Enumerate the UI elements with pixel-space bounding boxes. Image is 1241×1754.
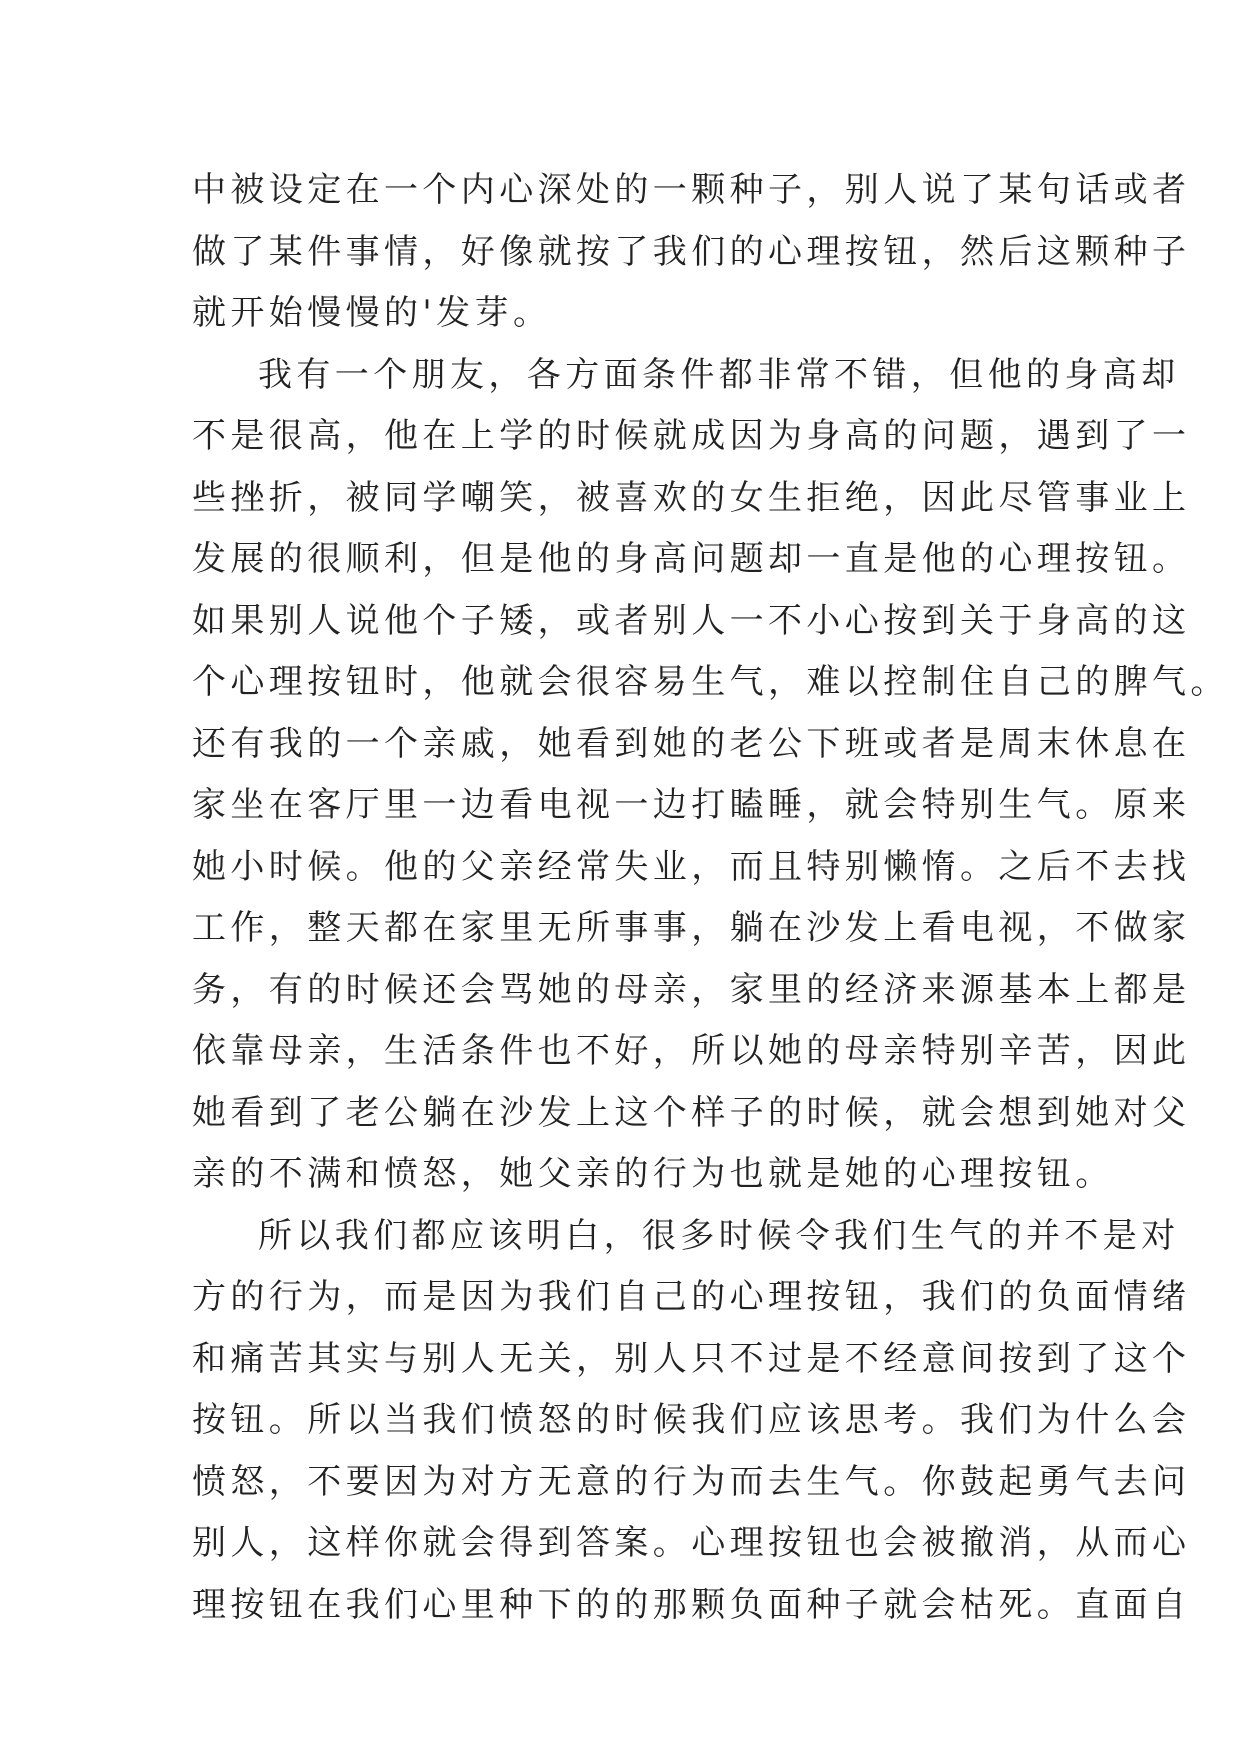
text-line: 亲的不满和愤怒，她父亲的行为也就是她的心理按钮。	[192, 1154, 1114, 1194]
text-line: 她看到了老公躺在沙发上这个样子的时候，就会想到她对父	[192, 1092, 1191, 1133]
text-line: 愤怒，不要因为对方无意的行为而去生气。你鼓起勇气去问	[192, 1461, 1191, 1502]
text-line: 她小时候。他的父亲经常失业，而且特别懒惰。之后不去找	[192, 846, 1191, 887]
paragraph-first-line: 我有一个朋友，各方面条件都非常不错，但他的身高却	[258, 354, 1180, 395]
text-line: 做了某件事情，好像就按了我们的心理按钮，然后这颗种子	[192, 231, 1191, 272]
text-line: 按钮。所以当我们愤怒的时候我们应该思考。我们为什么会	[192, 1400, 1191, 1440]
text-line: 就开始慢慢的'发芽。	[192, 293, 552, 333]
text-line: 发展的很顺利，但是他的身高问题却一直是他的心理按钮。	[192, 539, 1191, 579]
text-line: 家坐在客厅里一边看电视一边打瞌睡，就会特别生气。原来	[192, 785, 1191, 825]
text-line: 工作，整天都在家里无所事事，躺在沙发上看电视，不做家	[192, 908, 1191, 948]
text-line: 个心理按钮时，他就会很容易生气，难以控制住自己的脾气。	[192, 662, 1229, 702]
text-line: 中被设定在一个内心深处的一颗种子，别人说了某句话或者	[192, 170, 1191, 210]
text-line: 还有我的一个亲戚，她看到她的老公下班或者是周末休息在	[192, 723, 1191, 764]
text-line: 些挫折，被同学嘲笑，被喜欢的女生拒绝，因此尽管事业上	[192, 477, 1191, 518]
text-line: 方的行为，而是因为我们自己的心理按钮，我们的负面情绪	[192, 1277, 1191, 1317]
text-line: 别人，这样你就会得到答案。心理按钮也会被撤消，从而心	[192, 1523, 1191, 1563]
body-text	[192, 160, 1229, 1636]
text-line: 和痛苦其实与别人无关，别人只不过是不经意间按到了这个	[192, 1338, 1191, 1379]
text-line: 理按钮在我们心里种下的的那颗负面种子就会枯死。直面自	[192, 1584, 1191, 1625]
text-line: 务，有的时候还会骂她的母亲，家里的经济来源基本上都是	[192, 969, 1191, 1010]
text-line: 如果别人说他个子矮，或者别人一不小心按到关于身高的这	[192, 600, 1191, 641]
text-line: 不是很高，他在上学的时候就成因为身高的问题，遇到了一	[192, 416, 1191, 456]
text-line: 依靠母亲，生活条件也不好，所以她的母亲特别辛苦，因此	[192, 1031, 1191, 1071]
paragraph-first-line: 所以我们都应该明白，很多时候令我们生气的并不是对	[258, 1215, 1180, 1256]
